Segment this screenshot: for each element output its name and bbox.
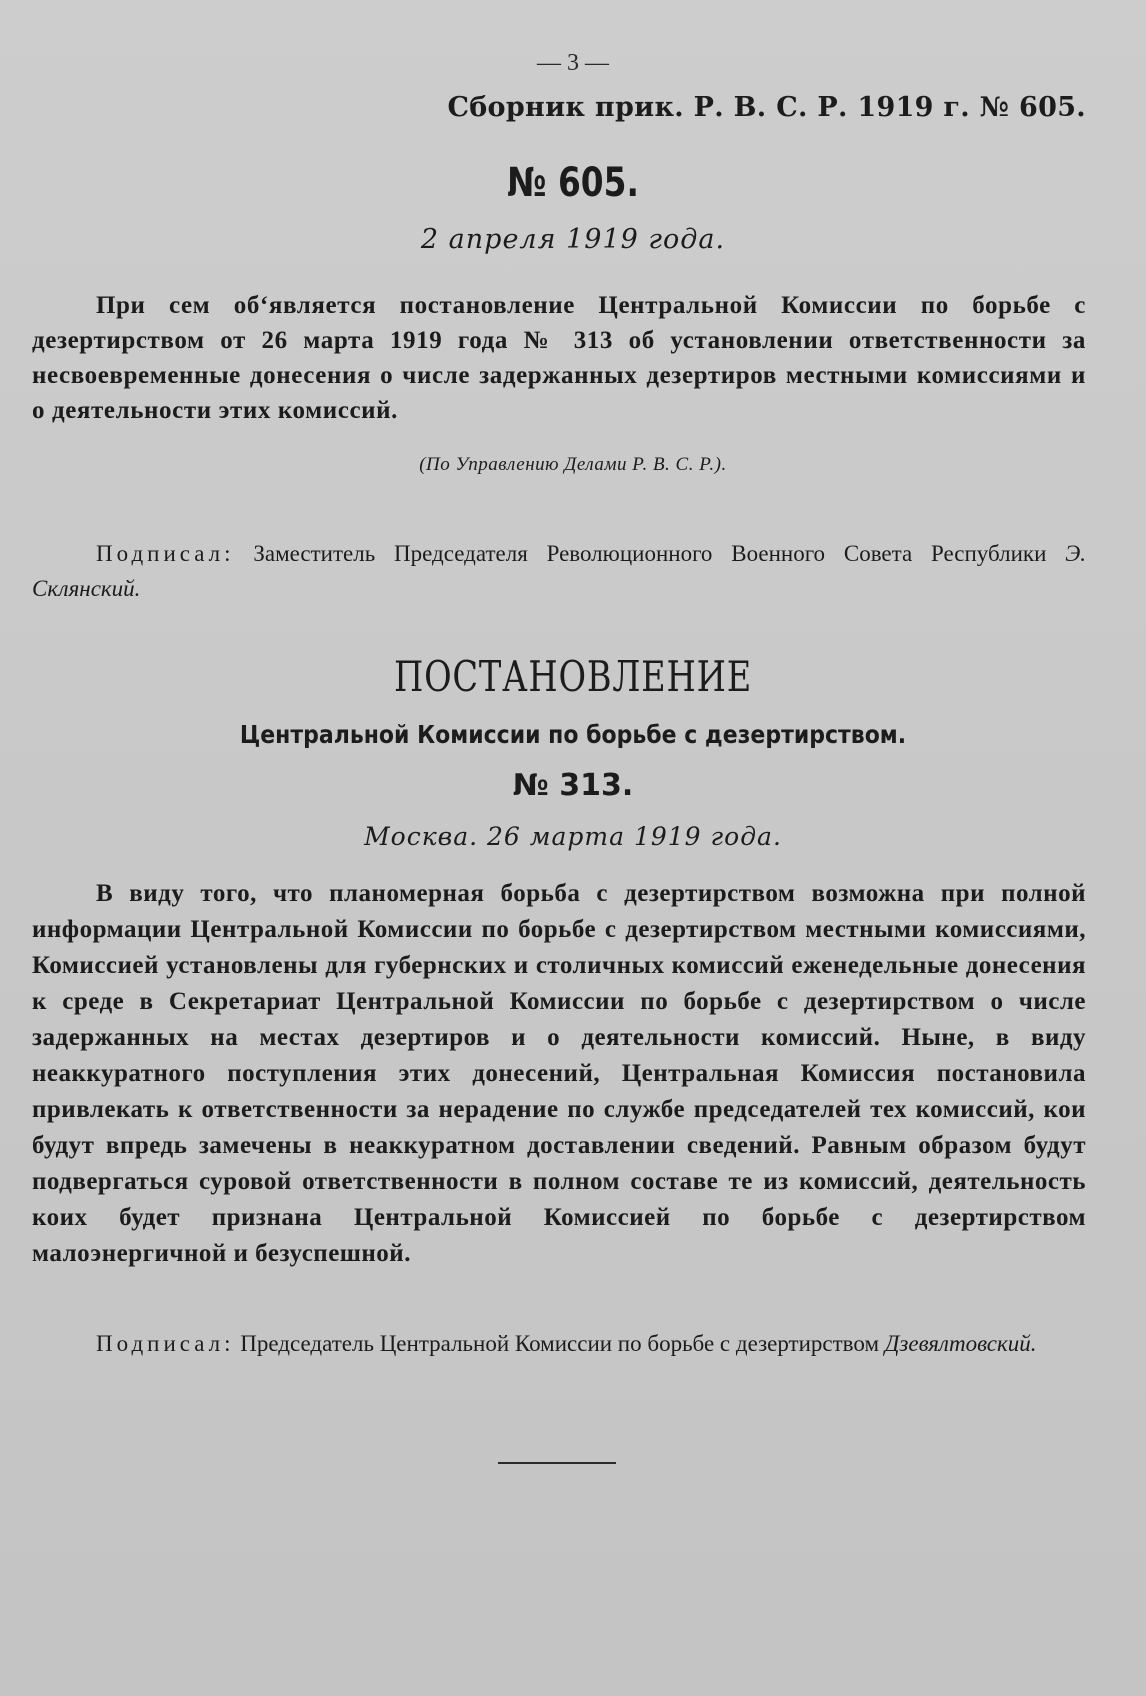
page-number: — 3 — [537,50,609,76]
signature-position: Заместитель Председателя Революционного Военного Совета Республики [253,541,1047,566]
signatory-name: Дзевялтовский. [884,1331,1037,1356]
decree-subtitle: Центральной Комиссии по борьбе с дезертирством. [239,720,907,749]
end-rule-divider [498,1462,616,1464]
order-intro-paragraph: При сем об‘является постановление Центральной Комиссии по борьбе с дезертирством от 26 марта 1919 года № 313 об установлении ответственности за несвоевременные донесения о числе задержанных дезертиров местными комиссиями и о деятельности этих комиссий. [32,292,1086,424]
decree-signature [32,1326,1086,1362]
order-signature [32,536,1086,606]
signature-label: Подписал: [96,1331,235,1356]
order-date: 2 апреля 1919 года. [420,224,726,255]
order-number: № 605. [507,160,639,206]
decree-title: ПОСТАНОВЛЕНИЕ [393,652,753,701]
signatory-name: Э. Склянский. [32,541,1086,601]
decree-body-paragraph: В виду того, что планомерная борьба с дезертирством возможна при полной информации Центральной Комиссии по борьбе с дезертирством местными комиссиями, Комиссией установлены для губернских и столичных комиссий еженедельные донесения к среде в Секретариат Центральной Комиссии по борьбе с дезертирством о числе задержанных на местах дезертиров и о деятельности комиссий. Ныне, в виду неаккуратного поступления этих донесений, Центральная Комиссия постановила привлекать к ответственности за нерадение по службе председателей тех комиссий, кои будут впредь замечены в неаккуратном доставлении сведений. Равным образом будут подвергаться суровой ответственности в полном составе те из комиссий, деятельность коих будет признана Центральной Комиссией по борьбе с дезертирством малоэнергичной и безуспешной. [32,880,1086,1267]
signature-label: Подписал: [96,541,235,566]
signature-position: Председатель Центральной Комиссии по борьбе с дезертирством [240,1331,879,1356]
running-head: Сборник прик. Р. В. С. Р. 1919 г. № 605. [447,92,1086,123]
source-note: (По Управлению Делами Р. В. С. Р.). [419,454,727,475]
decree-number: № 313. [512,768,634,803]
decree-place-date: Москва. 26 марта 1919 года. [364,822,782,851]
